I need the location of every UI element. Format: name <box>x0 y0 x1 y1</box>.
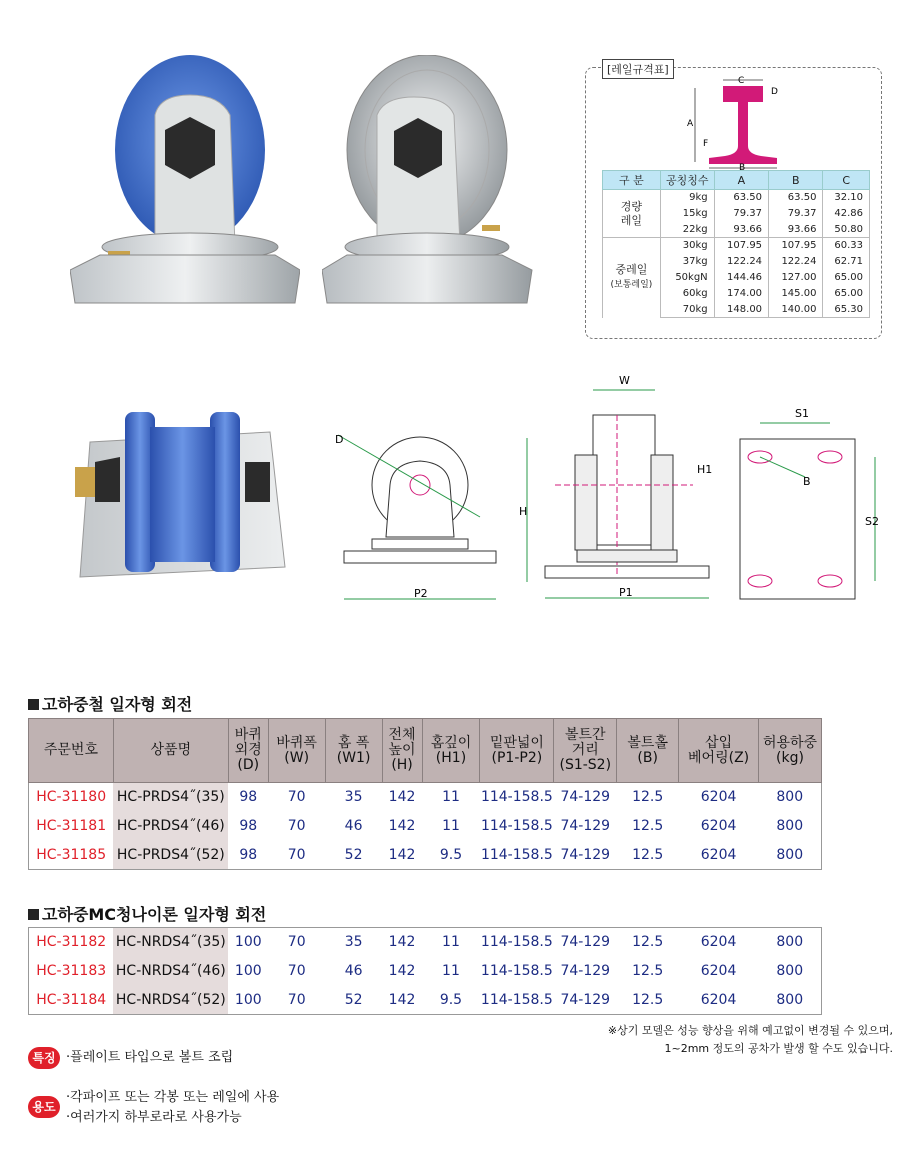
rail-spec-box <box>585 63 882 339</box>
rail-group-light: 경량 레일 <box>603 190 661 238</box>
value-cell: 12.5 <box>632 818 664 834</box>
dim-h1-drawing: H1 <box>697 463 713 476</box>
section1-table <box>28 718 822 870</box>
product-name-cell: HC-PRDS4˝(52) <box>113 841 228 870</box>
value-cell: 9.5 <box>422 986 480 1015</box>
value-cell: 12.5 <box>617 986 679 1015</box>
value-cell: 12.5 <box>617 841 679 870</box>
rail-cell: 79.37 <box>769 206 823 222</box>
header-load: 허용하중 (kg) <box>759 719 822 783</box>
value-cell: 74-129 <box>560 963 611 979</box>
value-cell: 800 <box>759 986 822 1015</box>
rail-cell: 42.86 <box>823 206 870 222</box>
steel-caster-photo <box>322 55 537 305</box>
header-bolt-hole: 볼트홀 (B) <box>617 719 679 783</box>
rail-header: B <box>769 171 823 190</box>
section2-table <box>28 927 822 1015</box>
caster-top-view-photo <box>70 402 290 587</box>
value-cell: 74-129 <box>554 841 617 870</box>
value-cell: 114-158.5 <box>480 928 554 957</box>
value-cell: 142 <box>388 818 416 834</box>
rail-cell: 122.24 <box>714 254 768 270</box>
value-cell: 74-129 <box>554 783 617 812</box>
value-cell: 800 <box>759 812 822 841</box>
order-no-cell: HC-31183 <box>29 957 114 986</box>
value-cell: 6204 <box>679 928 759 957</box>
value-cell: 6204 <box>679 783 759 812</box>
usage-badge: 용도 <box>28 1096 60 1118</box>
section1-title: 고하중철 일자형 회전 <box>28 692 192 715</box>
value-cell: 46 <box>344 818 363 834</box>
table-row <box>29 841 822 870</box>
product-name-cell: HC-PRDS4˝(35) <box>113 783 228 812</box>
rail-cell: 70kg <box>660 302 714 318</box>
rail-cell: 65.00 <box>823 286 870 302</box>
product-name-cell: HC-NRDS4˝(35) <box>113 928 228 957</box>
value-cell: 70 <box>287 818 306 834</box>
dim-f-label: F <box>703 139 709 149</box>
value-cell: 98 <box>239 818 258 834</box>
dim-s2-drawing: S2 <box>865 515 879 528</box>
rail-cell: 37kg <box>660 254 714 270</box>
rail-cell: 65.00 <box>823 270 870 286</box>
value-cell: 52 <box>325 841 382 870</box>
rail-group-heavy: 중레일 (보통레일) <box>603 238 661 318</box>
table-row <box>29 986 822 1015</box>
value-cell: 70 <box>268 783 325 812</box>
rail-cell: 140.00 <box>769 302 823 318</box>
rail-cell: 15kg <box>660 206 714 222</box>
table-row <box>29 812 822 841</box>
base-plate-drawing <box>735 405 885 605</box>
header-groove-width: 홈 폭 (W1) <box>325 719 382 783</box>
header-wheel-width: 바퀴폭 (W) <box>268 719 325 783</box>
value-cell: 142 <box>382 783 422 812</box>
usage-item: ·여러가지 하부로라로 사용가능 <box>66 1110 242 1125</box>
value-cell: 142 <box>388 963 416 979</box>
value-cell: 52 <box>325 986 382 1015</box>
value-cell: 114-158.5 <box>480 783 554 812</box>
value-cell: 70 <box>268 841 325 870</box>
value-cell: 800 <box>759 928 822 957</box>
blue-caster-photo <box>70 55 300 305</box>
order-no-cell: HC-31182 <box>29 928 114 957</box>
value-cell: 98 <box>228 841 268 870</box>
rail-cell: 127.00 <box>769 270 823 286</box>
dim-b-label: B <box>739 163 746 170</box>
rail-cell: 60kg <box>660 286 714 302</box>
dim-s1-drawing: S1 <box>795 407 809 420</box>
feature-badge: 특징 <box>28 1047 60 1069</box>
dim-w-drawing: W <box>619 374 630 387</box>
rail-cell: 93.66 <box>714 222 768 238</box>
rail-cell: 79.37 <box>714 206 768 222</box>
value-cell: 114-158.5 <box>480 963 553 979</box>
header-bolt-distance: 볼트간 거리 (S1-S2) <box>554 719 617 783</box>
rail-header: 구 분 <box>603 171 661 190</box>
value-cell: 6204 <box>679 986 759 1015</box>
dim-d-label: D <box>771 87 778 97</box>
value-cell: 800 <box>759 783 822 812</box>
value-cell: 100 <box>234 963 262 979</box>
rail-header: A <box>714 171 768 190</box>
value-cell: 46 <box>344 963 363 979</box>
rail-cell: 22kg <box>660 222 714 238</box>
header-order-no: 주문번호 <box>29 719 114 783</box>
rail-cell: 107.95 <box>714 238 768 254</box>
rail-cell: 62.71 <box>823 254 870 270</box>
value-cell: 114-158.5 <box>480 841 554 870</box>
side-view-drawing <box>330 425 510 605</box>
dim-p2-drawing: P2 <box>414 587 428 600</box>
dim-a-label: A <box>687 119 694 129</box>
value-cell: 74-129 <box>560 818 611 834</box>
rail-profile-diagram <box>681 74 811 170</box>
value-cell: 12.5 <box>617 783 679 812</box>
rail-cell: 9kg <box>660 190 714 206</box>
value-cell: 12.5 <box>617 928 679 957</box>
rail-cell: 145.00 <box>769 286 823 302</box>
header-plate-size: 밑판넓이 (P1-P2) <box>480 719 554 783</box>
rail-cell: 174.00 <box>714 286 768 302</box>
disclaimer-line2: 1~2mm 정도의 공차가 발생 할 수도 있습니다. <box>664 1042 893 1055</box>
value-cell: 9.5 <box>422 841 480 870</box>
order-no-cell: HC-31184 <box>29 986 114 1015</box>
value-cell: 100 <box>228 928 268 957</box>
table-row <box>29 957 822 986</box>
rail-cell: 122.24 <box>769 254 823 270</box>
value-cell: 70 <box>287 963 306 979</box>
rail-spec-title: [레일규격표] <box>602 59 674 79</box>
value-cell: 74-129 <box>554 986 617 1015</box>
header-groove-depth: 홈깊이 (H1) <box>422 719 480 783</box>
rail-cell: 65.30 <box>823 302 870 318</box>
rail-cell: 63.50 <box>769 190 823 206</box>
value-cell: 800 <box>759 957 822 986</box>
product-name-cell: HC-NRDS4˝(52) <box>113 986 228 1015</box>
value-cell: 6204 <box>700 818 737 834</box>
value-cell: 142 <box>382 841 422 870</box>
order-no-cell: HC-31185 <box>29 841 114 870</box>
value-cell: 800 <box>759 841 822 870</box>
dim-b-drawing: B <box>803 475 811 488</box>
rail-cell: 148.00 <box>714 302 768 318</box>
rail-cell: 50.80 <box>823 222 870 238</box>
value-cell: 6204 <box>679 841 759 870</box>
header-wheel-dia: 바퀴 외경 (D) <box>228 719 268 783</box>
order-no-cell: HC-31180 <box>29 783 114 812</box>
rail-cell: 30kg <box>660 238 714 254</box>
rail-header: C <box>823 171 870 190</box>
dim-p1-drawing: P1 <box>619 586 633 599</box>
rail-cell: 144.46 <box>714 270 768 286</box>
product-name-cell: HC-PRDS4˝(46) <box>113 812 228 841</box>
rail-cell: 50kgN <box>660 270 714 286</box>
feature-item: ·플레이트 타입으로 볼트 조립 <box>66 1050 234 1065</box>
value-cell: 74-129 <box>554 928 617 957</box>
value-cell: 70 <box>268 986 325 1015</box>
header-total-height: 전체 높이 (H) <box>382 719 422 783</box>
dim-d-drawing: D <box>335 433 344 446</box>
rail-header: 공칭칭수 <box>660 171 714 190</box>
value-cell: 6204 <box>700 963 737 979</box>
rail-cell: 60.33 <box>823 238 870 254</box>
value-cell: 11 <box>442 818 460 834</box>
rail-cell: 93.66 <box>769 222 823 238</box>
section2-title: 고하중MC청나이론 일자형 회전 <box>28 902 266 925</box>
rail-cell: 32.10 <box>823 190 870 206</box>
dim-h-drawing: H <box>519 505 528 518</box>
rail-cell: 107.95 <box>769 238 823 254</box>
header-product-name: 상품명 <box>113 719 228 783</box>
value-cell: 35 <box>325 928 382 957</box>
disclaimer-line1: ※상기 모델은 성능 향상을 위해 예고없이 변경될 수 있으며, <box>607 1024 893 1037</box>
dim-c-label: C <box>738 76 745 86</box>
value-cell: 12.5 <box>632 963 664 979</box>
value-cell: 35 <box>325 783 382 812</box>
table-row <box>29 783 822 812</box>
usage-item: ·각파이프 또는 각봉 또는 레일에 사용 <box>66 1090 280 1105</box>
value-cell: 142 <box>382 928 422 957</box>
value-cell: 98 <box>228 783 268 812</box>
value-cell: 114-158.5 <box>480 818 553 834</box>
order-no-cell: HC-31181 <box>29 812 114 841</box>
value-cell: 114-158.5 <box>480 986 554 1015</box>
rail-spec-table <box>602 170 870 318</box>
value-cell: 142 <box>382 986 422 1015</box>
value-cell: 100 <box>228 986 268 1015</box>
value-cell: 70 <box>268 928 325 957</box>
value-cell: 11 <box>422 783 480 812</box>
header-bearing: 삽입 베어링(Z) <box>679 719 759 783</box>
rail-cell: 63.50 <box>714 190 768 206</box>
product-name-cell: HC-NRDS4˝(46) <box>113 957 228 986</box>
value-cell: 11 <box>442 963 460 979</box>
front-section-drawing <box>515 370 715 605</box>
value-cell: 11 <box>422 928 480 957</box>
table-row <box>29 928 822 957</box>
